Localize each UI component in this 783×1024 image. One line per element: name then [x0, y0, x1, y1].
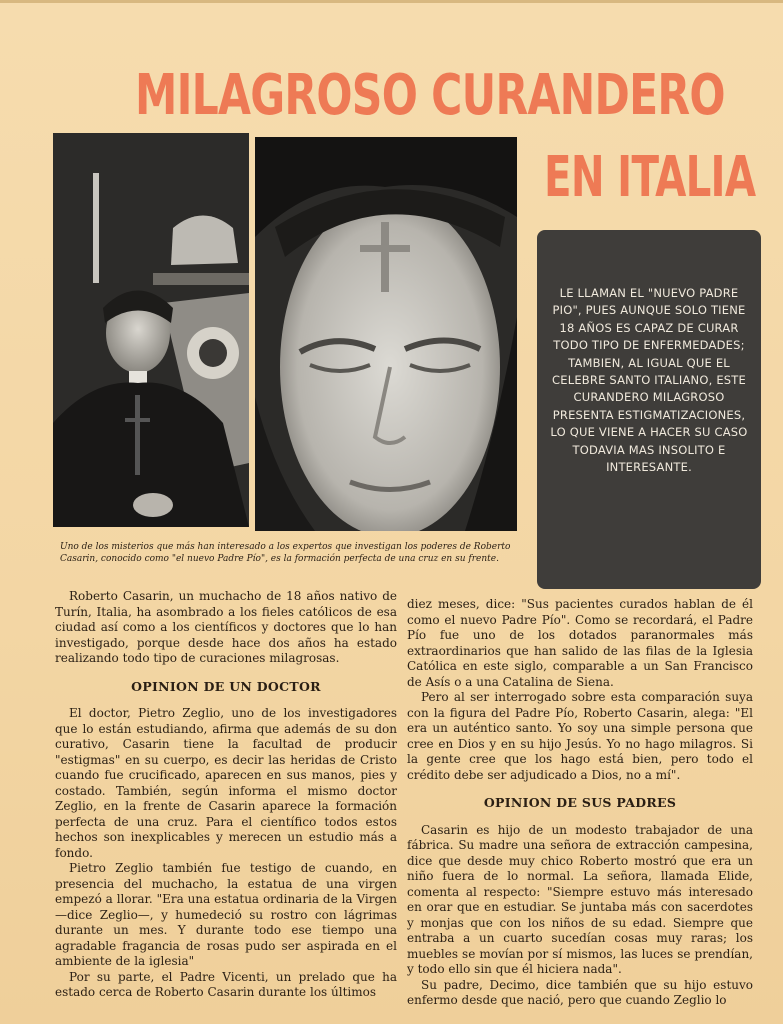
article-paragraph: El doctor, Pietro Zeglio, uno de los investigadores que lo están estudiando, afirma que además de su don curativo, Casarin tiene la facultad de producir "estigmas" en su cuerpo, es decir las heridas de Cristo cuando fue crucificado, aparecen en sus manos, pies y costado. También, según informa el mismo doctor Zeglio, en la frente de Casarin aparece la formación perfecta de una cruz. Para el científico todos estos hechos son inexplicables y merecen un estudio más a fondo. — [55, 706, 397, 860]
photo-caption: Uno de los misterios que más han interesado a los expertos que investigan los poderes de Roberto Casarin, conocido como "el nuevo Padre Pío", es la formación perfecta de una cruz en su frente. — [60, 542, 511, 564]
article-paragraph: Por su parte, el Padre Vicenti, un prelado que ha estado cerca de Roberto Casarin durante los últimos — [55, 969, 397, 999]
headline-line-2: EN ITALIA — [544, 145, 756, 210]
section-heading-parents: OPINION DE SUS PADRES — [483, 795, 677, 810]
article-paragraph: Roberto Casarin, un muchacho de 18 años nativo de Turín, Italia, ha asombrado a los fieles católicos de esa ciudad así como a los científicos y doctores que lo han investigado, porque desde hace dos años ha estado realizando todo tipo de curaciones milagrosas. — [55, 589, 397, 665]
photo-young-man — [53, 133, 249, 527]
article-column-left — [55, 589, 397, 1001]
photo-young-man-image — [53, 133, 249, 527]
article-paragraph: Pero al ser interrogado sobre esta comparación suya con la figura del Padre Pío, Roberto Casarin, alega: "El era un auténtico santo. Yo soy una simple persona que cree en Dios y en su hijo Jesús. Yo no hago milagros. Si la gente cree que los hago está bien, pero todo el crédito debe ser adjudicado a Dios, no a mí". — [407, 690, 753, 782]
callout-box — [537, 230, 761, 589]
article-paragraph: Pietro Zeglio también fue testigo de cuando, en presencia del muchacho, la estatua de una virgen empezó a llorar. "Era una estatua ordinaria de la Virgen —dice Zeglio—, y humedeció su rostro con lágrimas durante un mes. Y durante todo ese tiempo una agradable fragancia de rosas pudo ser aspirada en el ambiente de la iglesia" — [55, 861, 397, 968]
article-paragraph: diez meses, dice: "Sus pacientes curados hablan de él como el nuevo Padre Pío". Como se recordará, el Padre Pío fue uno de los dotados paranormales más extraordinarios que han salido de las filas de la Iglesia Católica en este siglo, comparable a un San Francisco de Asís o a una Catalina de Siena. — [407, 597, 753, 689]
paper-edge — [0, 0, 783, 3]
headline-line-1: MILAGROSO CURANDERO — [135, 63, 725, 128]
photo-face-closeup-image — [255, 137, 517, 531]
callout-text: LE LLAMAN EL "NUEVO PADRE PIO", PUES AUNQUE SOLO TIENE 18 AÑOS ES CAPAZ DE CURAR TODO TIPO DE ENFERMEDADES; TAMBIEN, AL IGUAL QUE EL CELEBRE SANTO ITALIANO, ESTE CURANDERO MILAGROSO PRESENTA ESTIGMATIZACIONES, LO QUE VIENE A HACER SU CASO TODAVIA MAS INSOLITO E INTERESANTE. — [550, 286, 748, 475]
article-paragraph: Su padre, Decimo, dice también que su hijo estuvo enfermo desde que nació, pero que cuando Zeglio lo — [407, 977, 753, 1007]
article-paragraph: Casarin es hijo de un modesto trabajador de una fábrica. Su madre una señora de extracción campesina, dice que desde muy chico Roberto mostró que era un niño fuera de lo normal. La señora, llamada Elide, comenta al respecto: "Siempre estuvo más interesado en orar que en estudiar. Se juntaba más con sacerdotes y monjas que con los niños de su edad. Siempre que entraba a un cuarto sucedían cosas muy raras; los muebles se movían por sí mismos, las luces se prendían, y todo ello sin que él hiciera nada". — [407, 822, 753, 976]
article-column-right — [407, 597, 753, 1009]
section-heading-doctor: OPINION DE UN DOCTOR — [131, 678, 321, 694]
photo-face-closeup — [255, 137, 517, 531]
